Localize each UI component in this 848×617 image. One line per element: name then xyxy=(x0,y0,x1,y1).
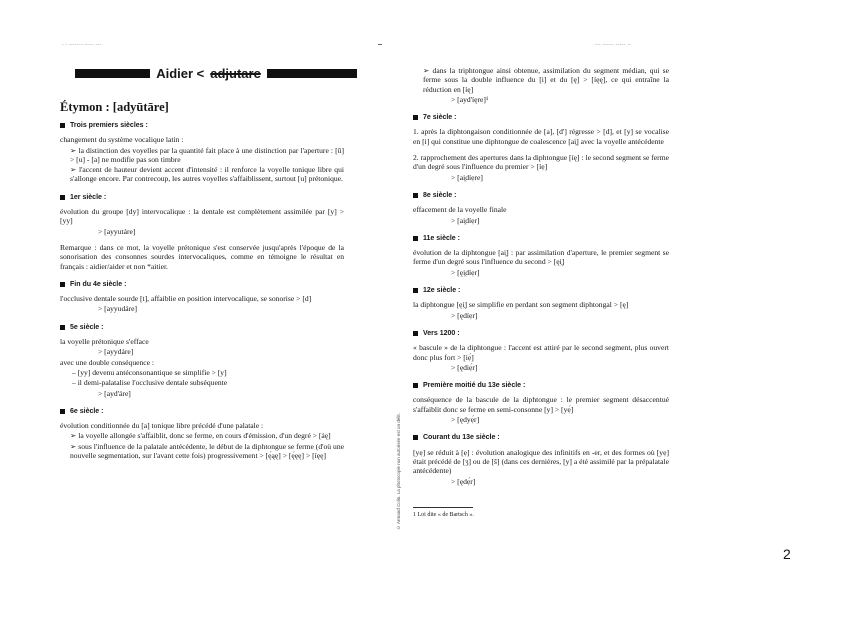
right-column xyxy=(413,64,669,487)
phonetic-form: > [ayyutáre] xyxy=(98,226,136,236)
text-line: 2. rapprochement des apertures dans la diphtongue [íę] : le second segment se ferme d'un degré sous l'influence du premier > [íẹ] xyxy=(413,153,669,172)
bullet-square-icon xyxy=(60,282,65,287)
text-line: ➢ la distinction des voyelles par la quantité fait place à une distinction par l'aperture : [ū] > [u] - [a] ne modifie pas son timbre xyxy=(70,145,344,164)
section-heading: 12e siècle : xyxy=(413,286,669,295)
phonetic-form: > [ędíẹr] xyxy=(451,310,478,320)
bullet-square-icon xyxy=(60,123,65,128)
text-line: ➢ la voyelle allongée s'affaiblit, donc se ferme, en cours d'émission, d'un degré > [áę] xyxy=(70,431,331,441)
phonetic-form: > [ęi̯díẹr] xyxy=(451,267,480,277)
phonetic-form: > [ayd'áre] xyxy=(98,388,131,398)
bullet-square-icon xyxy=(413,288,418,293)
phonetic-form: > [ai̯díẹre] xyxy=(451,172,483,182)
remark: Remarque : dans ce mot, la voyelle prétonique s'est conservée jusqu'après l'époque de la sonorisation des consonnes sourdes intervocaliques, comme en témoigne le résultat en français : aidier/aider et non *aitier. xyxy=(60,242,344,271)
footnote: 1 Loi dite « de Bartsch ». xyxy=(413,512,474,518)
text-line: évolution conditionnée du [a] tonique libre précédé d'une palatale : xyxy=(60,421,264,431)
text-line: conséquence de la bascule de la diphtongue : le premier segment désaccentué s'affaiblit donc se ferme en semi-consonne [y] > [yẹ́] xyxy=(413,395,669,414)
section-heading: 11e siècle : xyxy=(413,234,669,243)
section-heading: Première moitié du 13e siècle : xyxy=(413,381,669,390)
text-line: – [yy] devenu antéconsonantique se simplifie > [y] xyxy=(72,367,227,377)
section-heading: Vers 1200 : xyxy=(413,329,669,338)
text-line: l'occlusive dentale sourde [t], affaiblie en position intervocalique, se sonorise > [d] xyxy=(60,294,312,304)
text-line: la diphtongue [ęi̯] se simplifie en perdant son segment diphtongal > [ę] xyxy=(413,300,629,310)
section-heading: 7e siècle : xyxy=(413,113,669,122)
text-line: effacement de la voyelle finale xyxy=(413,205,507,215)
section-heading: 6e siècle : xyxy=(60,407,344,416)
copyright-vertical-note: © Armand Colin. La photocopie non autorisée est un délit. xyxy=(396,413,401,530)
phonetic-form: > [ayydáre] xyxy=(98,347,134,357)
section-heading: Fin du 4e siècle : xyxy=(60,280,344,289)
section-heading: Courant du 13e siècle : xyxy=(413,433,669,442)
text-line: « bascule » de la diphtongue : l'accent est attiré par le second segment, plus ouvert donc plus fort > [iẹ́] xyxy=(413,343,669,362)
text-line: évolution de la diphtongue [ai̯] : par assimilation d'aperture, le premier segment se ferme d'un degré sous l'influence du second > [ęi̯] xyxy=(413,248,669,267)
section-heading: 5e siècle : xyxy=(60,323,344,332)
text-line: [yẹ] se réduit à [ẹ] : évolution analogique des infinitifs en -er, et des formes où [yẹ] était précédé de [ʒ] ou de [š] (dans ces dernières, [y] a été assimilé par la prépalatale antécédente) xyxy=(413,447,669,476)
bullet-square-icon xyxy=(413,236,418,241)
title-struck-word: adjutare xyxy=(210,65,261,81)
text-line: 1. après la diphtongaison conditionnée de [a], [d'] régresse > [d], et [y] se vocalise en [i] qui constitue une diphtongue de coalescence [ai̯] avec la voyelle antécédente xyxy=(413,127,669,146)
phonetic-form: > [ai̯díẹr] xyxy=(451,215,480,225)
text-line: ➢ dans la triphtongue ainsi obtenue, assimilation du segment médian, qui se ferme sous la double influence du [i] et du [ę] > [íęę], ce qui entraîne la réduction en [íę] xyxy=(423,66,669,94)
bullet-square-icon xyxy=(60,409,65,414)
page-number: 2 xyxy=(783,546,791,562)
text-line: ➢ l'accent de hauteur devient accent d'intensité : il renforce la voyelle tonique libre qui s'allonge encore. Par contrecoup, les autres voyelles s'affaiblissent, surtout [u] prétonique. xyxy=(70,165,344,184)
title-bar-left xyxy=(75,69,150,78)
text-line: évolution du groupe [dy] intervocalique : la dentale est complètement assimilée par [y] > [yy] xyxy=(60,207,344,226)
gutter-mark xyxy=(378,44,382,45)
text-line: ➢ sous l'influence de la palatale antécédente, le début de la diphtongue se ferme (d'où une nouvelle segmentation, sur l'avant cette fois) progressivement > [ę́ąę] > [ę́ęę] > [íęę] xyxy=(70,441,344,461)
title-bar-right xyxy=(267,69,357,78)
phonetic-form: > [ędiẹ́r] xyxy=(451,362,478,372)
text-line: la voyelle prétonique s'efface xyxy=(60,337,149,347)
section-heading: Trois premiers siècles : xyxy=(60,121,344,130)
phonetic-form: > [ędyẹ́r] xyxy=(451,415,480,425)
section-heading: 1er siècle : xyxy=(60,193,344,202)
etymon-heading: Étymon : [adyūtāre] xyxy=(60,100,169,114)
bullet-square-icon xyxy=(413,331,418,336)
text-line: avec une double conséquence : xyxy=(60,357,155,367)
running-head-left: - - ------- ----- --- xyxy=(62,43,102,48)
running-head-right: --- ------ ----- -- xyxy=(595,43,632,48)
text-line: changement du système vocalique latin : xyxy=(60,135,184,145)
bullet-square-icon xyxy=(60,195,65,200)
phonetic-form: > [ędẹ́r] xyxy=(451,476,476,486)
section-heading: 8e siècle : xyxy=(413,191,669,200)
left-column xyxy=(60,119,344,461)
phonetic-form: > [ayyudáre] xyxy=(98,304,138,314)
bullet-square-icon xyxy=(413,435,418,440)
bullet-square-icon xyxy=(413,193,418,198)
entry-title xyxy=(60,63,372,83)
bullet-square-icon xyxy=(60,325,65,330)
bullet-square-icon xyxy=(413,383,418,388)
text-line: – il demi-palatalise l'occlusive dentale subséquente xyxy=(72,378,228,388)
footnote-divider xyxy=(413,507,473,508)
phonetic-form: > [ayd'íęre]¹ xyxy=(451,94,489,104)
bullet-square-icon xyxy=(413,115,418,120)
title-word: Aidier < xyxy=(156,65,205,81)
